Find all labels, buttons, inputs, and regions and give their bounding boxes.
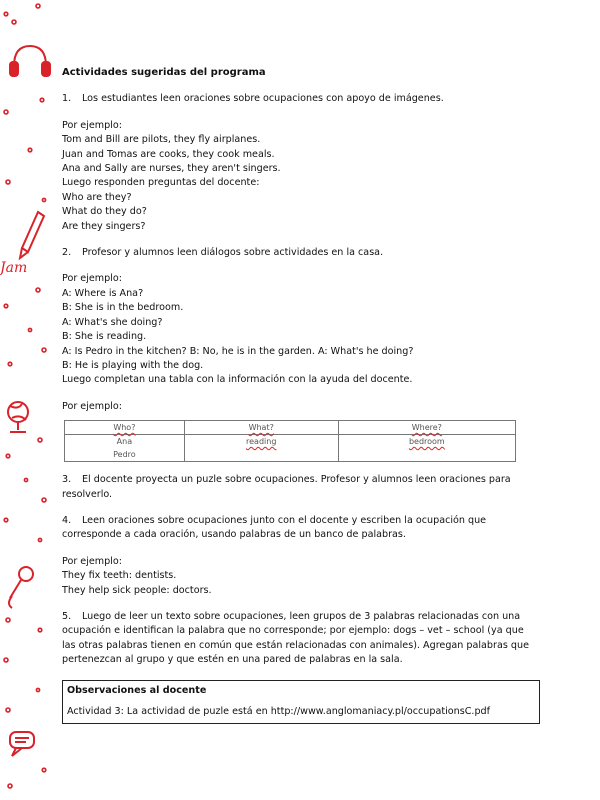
example-label: Por ejemplo: <box>62 555 122 567</box>
activity-1 <box>62 92 540 106</box>
activity-4 <box>62 514 540 543</box>
activity-2 <box>62 246 540 260</box>
example-line: Juan and Tomas are cooks, they cook meals. <box>62 148 275 160</box>
speech-bubble-icon <box>10 732 34 756</box>
example-line: Who are they? <box>62 191 132 203</box>
activity-text: Leen oraciones sobre ocupaciones junto con el docente y escriben la ocupación que corresponde a cada oración, usando palabras de un banco de palabras. <box>62 514 487 541</box>
example-line: A: Where is Ana? <box>62 287 144 299</box>
document-body <box>62 66 540 724</box>
activity-text: Luego de leer un texto sobre ocupaciones, leen grupos de 3 palabras relacionadas con una ocupación e identifican la palabra que no corresponde; por ejemplo: dogs – vet – school (ya que las otras palabras tienen en común que están relacionadas con animales). Agregan palabras que pertenezcan al grupo y que estén en una pared de palabras en la sala. <box>62 610 529 666</box>
table-header: What? <box>184 421 338 435</box>
activity-text: El docente proyecta un puzle sobre ocupaciones. Profesor y alumnos leen oraciones para resolverlo. <box>62 474 511 500</box>
activity-1-example <box>62 119 540 234</box>
page-heading: Actividades sugeridas del programa <box>62 67 266 78</box>
activity-4-example <box>62 555 540 598</box>
example-line: A: Is Pedro in the kitchen? B: No, he is in the garden. A: What's he doing? <box>62 345 414 357</box>
example-label: Por ejemplo: <box>62 119 122 131</box>
table-header: Where? <box>338 421 515 435</box>
headphones-icon <box>10 46 50 76</box>
activity-2-example <box>62 272 540 387</box>
globe-icon <box>8 402 28 432</box>
table-row <box>65 448 516 462</box>
example-line: B: He is playing with the dog. <box>62 359 204 371</box>
activity-number: 3. <box>62 474 72 486</box>
example-line: They help sick people: doctors. <box>62 584 212 596</box>
example-table <box>64 420 516 462</box>
example-line: B: She is in the bedroom. <box>62 302 184 314</box>
example-line: Ana and Sally are nurses, they aren't singers. <box>62 163 281 175</box>
activity-3 <box>62 473 540 502</box>
pencil-icon <box>20 212 44 258</box>
table-cell: Ana <box>65 435 185 449</box>
table-cell: reading <box>184 435 338 449</box>
activity-number: 2. <box>62 247 72 259</box>
example-line: A: What's she doing? <box>62 316 163 328</box>
observations-title: Observaciones al docente <box>67 684 207 696</box>
table-cell <box>184 448 338 462</box>
table-cell: Pedro <box>65 448 185 462</box>
table-row <box>65 435 516 449</box>
example-line: Luego responden preguntas del docente: <box>62 177 260 189</box>
activity-5 <box>62 610 540 668</box>
jam-doodle: Jam <box>0 260 28 276</box>
decorative-margin <box>0 0 52 800</box>
activity-number: 5. <box>62 610 72 622</box>
microphone-icon <box>9 567 33 608</box>
activity-text: Profesor y alumnos leen diálogos sobre actividades en la casa. <box>82 247 384 259</box>
table-cell: bedroom <box>338 435 515 449</box>
example-label: Por ejemplo: <box>62 273 122 285</box>
table-label: Por ejemplo: <box>62 400 122 412</box>
example-line: B: She is reading. <box>62 331 147 343</box>
example-line: They fix teeth: dentists. <box>62 570 177 582</box>
example-line: Luego completan una tabla con la información con la ayuda del docente. <box>62 374 413 386</box>
activity-number: 1. <box>62 93 72 105</box>
observations-box <box>62 680 540 725</box>
table-header: Who? <box>65 421 185 435</box>
example-line: Tom and Bill are pilots, they fly airplanes. <box>62 134 261 146</box>
example-line: What do they do? <box>62 206 147 218</box>
table-cell <box>338 448 515 462</box>
activity-text: Los estudiantes leen oraciones sobre ocupaciones con apoyo de imágenes. <box>82 93 444 105</box>
activity-number: 4. <box>62 514 72 526</box>
example-line: Are they singers? <box>62 220 146 232</box>
observations-text: Actividad 3: La actividad de puzle está en http://www.anglomaniacy.pl/occupationsC.pdf <box>67 706 491 717</box>
